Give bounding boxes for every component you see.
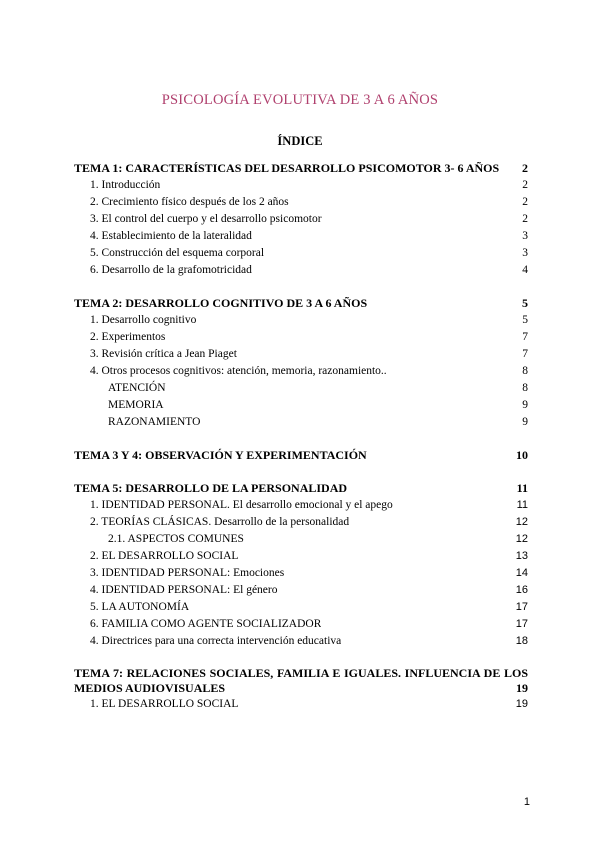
toc-entry-tema1[interactable] [74, 160, 528, 177]
toc-entry-label: TEMA 3 Y 4: OBSERVACIÓN Y EXPERIMENTACIÓN [74, 448, 367, 462]
toc-entry-page: 9 [522, 399, 528, 411]
toc-entry-label: 5. Construcción del esquema corporal [90, 247, 265, 259]
toc-entry[interactable] [74, 177, 528, 194]
toc-entry-page: 12 [515, 533, 528, 545]
toc-section-tema3-4 [74, 447, 528, 464]
toc-entry-page: 4 [522, 264, 528, 276]
toc-entry-label: 2. EL DESARROLLO SOCIAL [90, 550, 239, 562]
toc-entry-page: 2 [522, 179, 528, 191]
index-heading: ÍNDICE [277, 134, 323, 148]
toc-entry-label: MEMORIA [108, 399, 164, 411]
toc-entry[interactable] [74, 696, 528, 713]
toc-entry-label: 2. Experimentos [90, 331, 166, 343]
toc-entry-page: 8 [522, 382, 528, 394]
toc-entry[interactable] [74, 531, 528, 548]
table-of-contents [74, 160, 528, 713]
toc-entry[interactable] [74, 312, 528, 329]
document-title: PSICOLOGÍA EVOLUTIVA DE 3 A 6 AÑOS [161, 92, 439, 108]
toc-entry[interactable] [74, 599, 528, 616]
toc-section-tema2 [74, 295, 528, 431]
toc-entry-page: 11 [516, 481, 528, 495]
toc-entry-page: 5 [522, 296, 528, 310]
toc-entry-page: 19 [516, 681, 528, 695]
toc-entry[interactable] [74, 245, 528, 262]
toc-entry-label: 4. Directrices para una correcta intervención educativa [90, 635, 342, 647]
toc-entry-label: 6. FAMILIA COMO AGENTE SOCIALIZADOR [90, 618, 322, 630]
toc-entry-page: 8 [522, 365, 528, 377]
toc-entry[interactable] [74, 514, 528, 531]
toc-section-tema5 [74, 480, 528, 650]
toc-entry[interactable] [74, 329, 528, 346]
toc-entry-page: 2 [522, 213, 528, 225]
toc-entry[interactable] [74, 633, 528, 650]
toc-entry-label: TEMA 7: RELACIONES SOCIALES, FAMILIA E IGUALES. INFLUENCIA DE LOS MEDIOS AUDIOVISUALES [74, 666, 528, 695]
toc-entry-label: ATENCIÓN [108, 382, 166, 394]
toc-entry-tema5[interactable] [74, 480, 528, 497]
toc-entry[interactable] [74, 262, 528, 279]
toc-entry-page: 13 [515, 550, 528, 562]
toc-entry-label: 2.1. ASPECTOS COMUNES [108, 533, 244, 545]
toc-entry-label: 1. IDENTIDAD PERSONAL. El desarrollo emocional y el apego [90, 499, 393, 511]
toc-entry-tema7[interactable] [74, 666, 528, 696]
toc-entry-page: 14 [515, 567, 528, 579]
toc-entry[interactable] [74, 346, 528, 363]
toc-entry-page: 19 [515, 698, 528, 710]
toc-entry-page: 18 [515, 635, 528, 647]
toc-entry[interactable] [74, 565, 528, 582]
toc-entry-label: TEMA 2: DESARROLLO COGNITIVO DE 3 A 6 AÑOS [74, 296, 368, 310]
toc-entry[interactable] [74, 497, 528, 514]
toc-entry-tema2[interactable] [74, 295, 528, 312]
toc-section-tema1 [74, 160, 528, 279]
toc-entry[interactable] [74, 194, 528, 211]
toc-entry-page: 11 [516, 499, 528, 511]
toc-entry[interactable] [74, 397, 528, 414]
toc-entry-label: TEMA 1: CARACTERÍSTICAS DEL DESARROLLO PSICOMOTOR 3- 6 AÑOS [74, 161, 500, 175]
toc-entry[interactable] [74, 582, 528, 599]
toc-entry-page: 7 [522, 348, 528, 360]
toc-entry[interactable] [74, 211, 528, 228]
toc-entry[interactable] [74, 548, 528, 565]
toc-entry-page: 12 [515, 516, 528, 528]
toc-entry-page: 3 [522, 247, 528, 259]
toc-entry-page: 16 [515, 584, 528, 596]
toc-entry-page: 2 [522, 196, 528, 208]
toc-entry-label: RAZONAMIENTO [108, 416, 201, 428]
toc-entry-page: 10 [516, 448, 528, 462]
toc-entry-label: 4. Otros procesos cognitivos: atención, memoria, razonamiento.. [90, 365, 387, 377]
toc-entry-page: 17 [515, 618, 528, 630]
toc-entry-tema3-4[interactable] [74, 447, 528, 464]
toc-entry[interactable] [74, 616, 528, 633]
toc-entry[interactable] [74, 380, 528, 397]
toc-entry-page: 3 [522, 230, 528, 242]
toc-entry-label: 1. Desarrollo cognitivo [90, 314, 197, 326]
page-number: 1 [523, 796, 530, 808]
toc-entry-label: 1. EL DESARROLLO SOCIAL [90, 698, 239, 710]
toc-entry[interactable] [74, 228, 528, 245]
toc-entry-page: 7 [522, 331, 528, 343]
toc-entry-label: 6. Desarrollo de la grafomotricidad [90, 264, 252, 276]
toc-entry-label: 3. IDENTIDAD PERSONAL: Emociones [90, 567, 285, 579]
toc-entry-page: 9 [522, 416, 528, 428]
toc-section-tema7 [74, 666, 528, 713]
toc-entry-label: 1. Introducción [90, 179, 161, 191]
toc-entry-label: 3. El control del cuerpo y el desarrollo psicomotor [90, 213, 322, 225]
toc-entry-label: 4. IDENTIDAD PERSONAL: El género [90, 584, 278, 596]
toc-entry-label: 4. Establecimiento de la lateralidad [90, 230, 252, 242]
toc-entry-label: 3. Revisión crítica a Jean Piaget [90, 348, 237, 360]
toc-entry-page: 17 [515, 601, 528, 613]
toc-entry-page: 5 [522, 314, 528, 326]
toc-entry-label: 5. LA AUTONOMÍA [90, 601, 190, 613]
toc-entry-label: 2. TEORÍAS CLÁSICAS. Desarrollo de la personalidad [90, 516, 350, 528]
toc-entry-page: 2 [522, 161, 528, 175]
toc-entry-label: 2. Crecimiento físico después de los 2 años [90, 196, 289, 208]
toc-entry[interactable] [74, 363, 528, 380]
toc-entry-label: TEMA 5: DESARROLLO DE LA PERSONALIDAD [74, 481, 348, 495]
toc-entry[interactable] [74, 414, 528, 431]
